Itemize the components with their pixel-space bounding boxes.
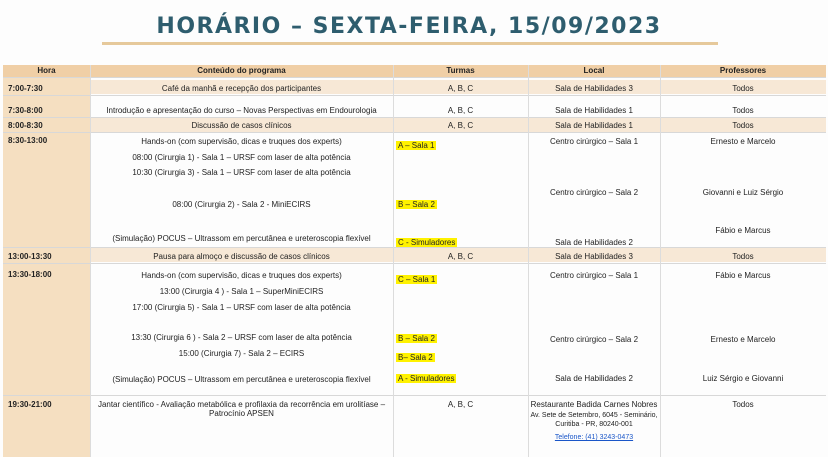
conteudo-line: Patrocínio APSEN	[209, 409, 274, 418]
local-line: Centro cirúrgico – Sala 1	[549, 271, 639, 280]
local-cell: Sala de Habilidades 3	[555, 84, 633, 93]
turma-highlight: B – Sala 2	[398, 200, 435, 209]
conteudo-line: 15:00 (Cirurgia 7) - Sala 2 – ECIRS	[178, 349, 305, 358]
grid-line	[3, 77, 826, 78]
professores-cell: Todos	[732, 106, 754, 115]
local-cell: Sala de Habilidades 3	[555, 252, 633, 261]
header-hora: Hora	[37, 66, 56, 75]
turma-highlight: C - Simuladores	[398, 238, 456, 247]
grid-line	[3, 95, 826, 96]
professores-cell: Todos	[732, 400, 754, 409]
conteudo-cell: Café da manhã e recepção dos participantes	[161, 84, 322, 93]
turma-highlight: C – Sala 1	[398, 275, 436, 284]
local-line: Centro cirúrgico – Sala 2	[549, 188, 639, 197]
local-cell: Sala de Habilidades 1	[555, 121, 633, 130]
restaurant-address: Av. Sete de Setembro, 6045 - Seminário,	[530, 412, 658, 419]
hora-cell: 7:30-8:00	[8, 106, 43, 115]
local-cell: Sala de Habilidades 1	[555, 106, 633, 115]
conteudo-line: 13:30 (Cirurgia 6 ) - Sala 2 – URSF com laser de alta potência	[131, 333, 352, 342]
local-line: Sala de Habilidades 2	[555, 374, 633, 383]
header-professores: Professores	[719, 66, 767, 75]
conteudo-line: Hands-on (com supervisão, dicas e truques dos experts)	[141, 271, 342, 280]
turmas-cell: A, B, C	[447, 121, 474, 130]
professores-line: Ernesto e Marcelo	[710, 335, 776, 344]
professores-line: Luiz Sérgio e Giovanni	[702, 374, 784, 383]
phone-link[interactable]: Telefone: (41) 3243-0473	[554, 434, 634, 441]
restaurant-city: Curitiba - PR, 80240-001	[555, 421, 633, 428]
professores-cell: Todos	[732, 252, 754, 261]
grid-line	[3, 263, 826, 264]
professores-line: Fábio e Marcus	[715, 226, 771, 235]
conteudo-cell: Discussão de casos clínicos	[191, 121, 292, 130]
professores-line: Fábio e Marcus	[715, 271, 771, 280]
header-conteudo: Conteúdo do programa	[197, 66, 286, 75]
professores-line: Giovanni e Luiz Sérgio	[702, 188, 784, 197]
grid-line	[3, 117, 826, 118]
header-local: Local	[583, 66, 605, 75]
turma-highlight: B – Sala 2	[398, 334, 435, 343]
turma-highlight: A – Sala 1	[398, 141, 435, 150]
hora-cell: 13:30-18:00	[8, 270, 52, 279]
professores-line: Ernesto e Marcelo	[710, 137, 776, 146]
professores-cell: Todos	[732, 121, 754, 130]
turma-highlight: A - Simuladores	[398, 374, 455, 383]
page-title: HORÁRIO – SEXTA-FEIRA, 15/09/2023	[156, 14, 662, 39]
conteudo-line: 08:00 (Cirurgia 2) - Sala 2 - MiniECIRS	[172, 200, 311, 209]
local-line: Centro cirúrgico – Sala 1	[549, 137, 639, 146]
grid-line	[3, 395, 826, 396]
turmas-cell: A, B, C	[447, 400, 474, 409]
restaurant-name: Restaurante Badida Carnes Nobres	[530, 400, 658, 409]
conteudo-cell: Introdução e apresentação do curso – Novas Perspectivas em Endourologia	[106, 106, 377, 115]
title-underline	[102, 42, 718, 45]
hora-cell: 19:30-21:00	[8, 400, 52, 409]
conteudo-line: (Simulação) POCUS – Ultrassom em percutânea e ureteroscopia flexível	[112, 375, 371, 384]
header-turmas: Turmas	[446, 66, 475, 75]
conteudo-line: 13:00 (Cirurgia 4 ) - Sala 1 – SuperMiniECIRS	[159, 287, 324, 296]
local-line: Sala de Habilidades 2	[555, 238, 633, 247]
hora-cell: 8:30-13:00	[8, 136, 48, 145]
conteudo-line: Jantar científico - Avaliação metabólica e profilaxia da recorrência em urolitíase –	[97, 400, 386, 409]
conteudo-line: 08:00 (Cirurgia 1) - Sala 1 – URSF com laser de alta potência	[132, 153, 351, 162]
hora-cell: 13:00-13:30	[8, 252, 52, 261]
hora-cell: 8:00-8:30	[8, 121, 43, 130]
turmas-cell: A, B, C	[447, 106, 474, 115]
conteudo-line: (Simulação) POCUS – Ultrassom em percutânea e ureteroscopia flexível	[112, 234, 371, 243]
local-line: Centro cirúrgico – Sala 2	[549, 335, 639, 344]
grid-line	[3, 132, 826, 133]
conteudo-line: 17:00 (Cirurgia 5) - Sala 1 – URSF com laser de alta potência	[132, 303, 351, 312]
conteudo-line: Hands-on (com supervisão, dicas e truques dos experts)	[141, 137, 342, 146]
turmas-cell: A, B, C	[447, 252, 474, 261]
turmas-cell: A, B, C	[447, 84, 474, 93]
conteudo-cell: Pausa para almoço e discussão de casos clínicos	[153, 252, 330, 261]
conteudo-line: 10:30 (Cirurgia 3) - Sala 1 – URSF com laser de alta potência	[132, 168, 351, 177]
hora-cell: 7:00-7:30	[8, 84, 43, 93]
professores-cell: Todos	[732, 84, 754, 93]
turma-highlight: B– Sala 2	[398, 353, 433, 362]
